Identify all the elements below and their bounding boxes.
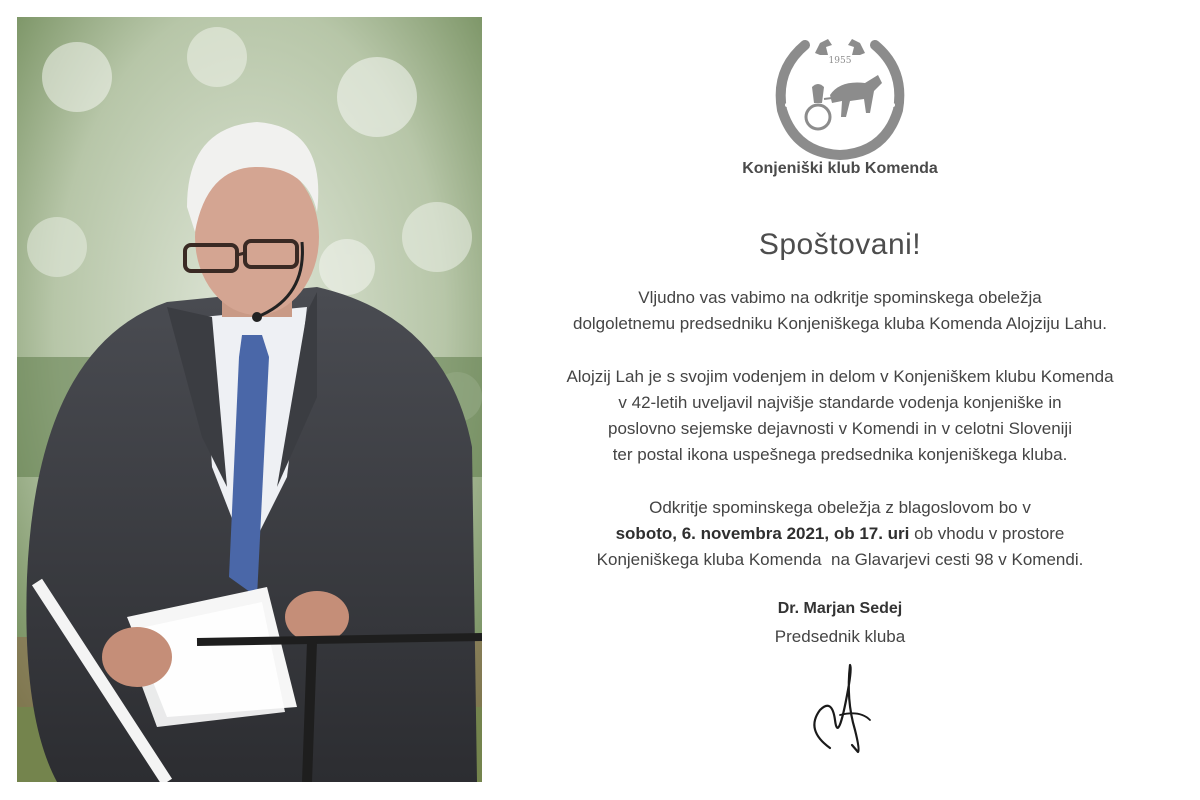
sulky-wheel-icon [806, 105, 830, 129]
horse-left-icon [815, 39, 832, 55]
club-name: Konjeniški klub Komenda [742, 160, 938, 177]
horse-right-icon [848, 39, 865, 55]
event-date-line [520, 521, 1160, 547]
tribute-line: v 42-letih uveljavil najvišje standarde vodenja konjeniške in [618, 393, 1062, 412]
speaker-photo [17, 17, 482, 782]
event-location-intro: ob vhodu v prostore [909, 524, 1065, 543]
tribute-line: poslovno sejemske dejavnosti v Komendi in v celotni Sloveniji [608, 419, 1072, 438]
signatory-name: Dr. Marjan Sedej [777, 600, 903, 617]
invitation-line: dolgoletnemu predsedniku Konjeniškega kluba Komenda Alojziju Lahu. [573, 314, 1107, 333]
handwritten-signature [800, 660, 880, 755]
logo-year: 1955 [828, 56, 852, 66]
event-date: soboto, 6. novembra 2021, ob 17. uri [615, 524, 910, 543]
invitation-line: Vljudno vas vabimo na odkritje spominskega obeležja [638, 288, 1042, 307]
tribute-paragraph [520, 364, 1160, 468]
event-paragraph [520, 495, 1160, 573]
club-logo [770, 25, 910, 160]
tribute-line: ter postal ikona uspešnega predsednika konjeniškega kluba. [612, 445, 1068, 464]
greeting-heading: Spoštovani! [758, 228, 922, 261]
event-line: Odkritje spominskega obeležja z blagoslovom bo v [649, 498, 1031, 517]
signatory-title: Predsednik kluba [774, 627, 906, 646]
invitation-paragraph [520, 285, 1160, 337]
driver-icon [812, 84, 824, 103]
event-address-line: Konjeniškega kluba Komenda na Glavarjevi cesti 98 v Komendi. [596, 550, 1084, 569]
tribute-line: Alojzij Lah je s svojim vodenjem in delom v Konjeniškem klubu Komenda [566, 367, 1114, 386]
horse-icon [830, 75, 882, 117]
